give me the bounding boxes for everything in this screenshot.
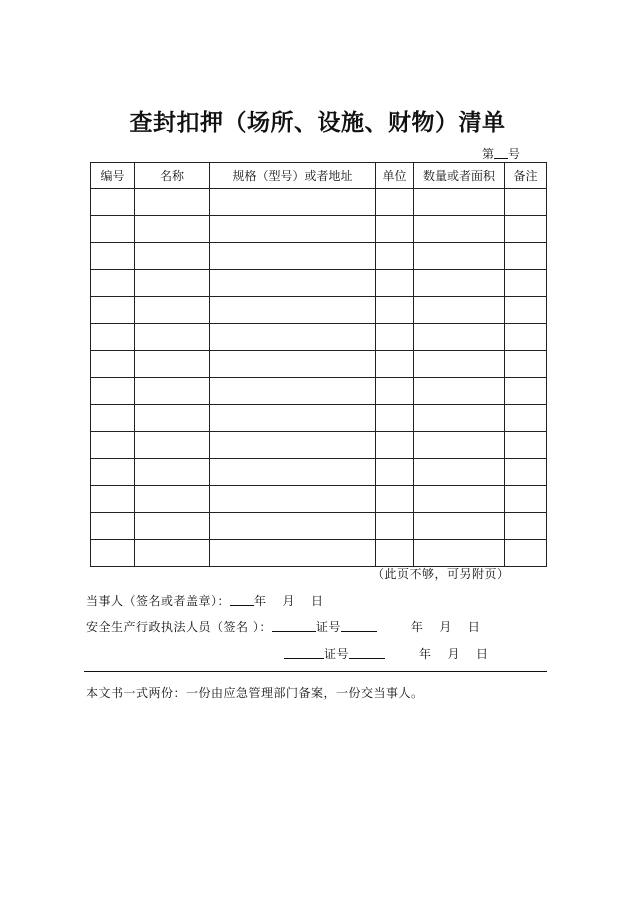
table-cell[interactable] xyxy=(91,405,135,432)
table-row xyxy=(91,378,547,405)
table-cell[interactable] xyxy=(210,189,376,216)
table-cell[interactable] xyxy=(414,459,505,486)
table-cell[interactable] xyxy=(414,270,505,297)
table-cell[interactable] xyxy=(210,243,376,270)
party-signature-line xyxy=(86,592,324,609)
table-cell[interactable] xyxy=(91,351,135,378)
table-row xyxy=(91,270,547,297)
party-day-label: 日 xyxy=(311,594,324,608)
table-cell[interactable] xyxy=(505,378,547,405)
table-cell[interactable] xyxy=(414,351,505,378)
footer-divider xyxy=(84,671,547,672)
table-cell[interactable] xyxy=(91,540,135,567)
document-number xyxy=(482,145,520,162)
table-row xyxy=(91,432,547,459)
table-cell[interactable] xyxy=(505,189,547,216)
table-cell[interactable] xyxy=(376,189,414,216)
table-cell[interactable] xyxy=(376,324,414,351)
officer1-day-label: 日 xyxy=(467,620,481,634)
table-cell[interactable] xyxy=(135,243,210,270)
table-cell[interactable] xyxy=(135,513,210,540)
table-cell[interactable] xyxy=(135,324,210,351)
footer-note: 本文书一式两份：一份由应急管理部门备案，一份交当事人。 xyxy=(86,686,424,700)
table-cell[interactable] xyxy=(414,216,505,243)
table-body xyxy=(91,189,547,567)
header-number: 编号 xyxy=(91,163,135,189)
table-cell[interactable] xyxy=(414,405,505,432)
table-row xyxy=(91,540,547,567)
document-number-suffix: 号 xyxy=(508,147,521,161)
table-cell[interactable] xyxy=(135,297,210,324)
table-cell[interactable] xyxy=(210,405,376,432)
table-cell[interactable] xyxy=(210,540,376,567)
table-cell[interactable] xyxy=(505,405,547,432)
table-cell[interactable] xyxy=(135,270,210,297)
table-row xyxy=(91,243,547,270)
table-cell[interactable] xyxy=(135,405,210,432)
table-cell[interactable] xyxy=(505,459,547,486)
table-cell[interactable] xyxy=(91,486,135,513)
table-cell[interactable] xyxy=(376,432,414,459)
table-cell[interactable] xyxy=(91,432,135,459)
officer2-month-label: 月 xyxy=(447,647,461,661)
table-cell[interactable] xyxy=(210,486,376,513)
table-cell[interactable] xyxy=(135,216,210,243)
table-cell[interactable] xyxy=(135,189,210,216)
table-cell[interactable] xyxy=(91,270,135,297)
table-cell[interactable] xyxy=(91,513,135,540)
table-cell[interactable] xyxy=(91,324,135,351)
inventory-table xyxy=(90,162,547,567)
table-cell[interactable] xyxy=(414,513,505,540)
table-cell[interactable] xyxy=(210,270,376,297)
table-cell[interactable] xyxy=(376,216,414,243)
table-row xyxy=(91,297,547,324)
table-cell[interactable] xyxy=(376,540,414,567)
table-cell[interactable] xyxy=(505,540,547,567)
officer-signature-line-1 xyxy=(86,618,480,635)
table-cell[interactable] xyxy=(505,432,547,459)
header-spec-address: 规格（型号）或者地址 xyxy=(210,163,376,189)
table-cell[interactable] xyxy=(210,297,376,324)
header-unit: 单位 xyxy=(376,163,414,189)
table-cell[interactable] xyxy=(376,459,414,486)
table-cell[interactable] xyxy=(210,378,376,405)
table-cell[interactable] xyxy=(414,189,505,216)
table-row xyxy=(91,486,547,513)
party-year-label: 年 xyxy=(254,594,267,608)
table-cell[interactable] xyxy=(505,351,547,378)
party-month-label: 月 xyxy=(282,594,296,608)
table-cell[interactable] xyxy=(210,432,376,459)
table-cell[interactable] xyxy=(376,486,414,513)
table-cell[interactable] xyxy=(505,297,547,324)
table-cell[interactable] xyxy=(210,324,376,351)
table-cell[interactable] xyxy=(135,486,210,513)
table-row xyxy=(91,513,547,540)
table-cell[interactable] xyxy=(91,459,135,486)
party-year-blank[interactable] xyxy=(230,593,254,606)
table-row xyxy=(91,459,547,486)
table-cell[interactable] xyxy=(505,324,547,351)
officer-signature-line-2 xyxy=(284,645,489,662)
table-cell[interactable] xyxy=(376,405,414,432)
table-cell[interactable] xyxy=(376,297,414,324)
table-cell[interactable] xyxy=(414,378,505,405)
table-cell[interactable] xyxy=(135,432,210,459)
table-cell[interactable] xyxy=(135,459,210,486)
officer2-cert-label: 证号 xyxy=(324,647,350,661)
table-cell[interactable] xyxy=(414,324,505,351)
party-label: 当事人（签名或者盖章）： xyxy=(86,594,231,608)
table-cell[interactable] xyxy=(376,351,414,378)
table-cell[interactable] xyxy=(414,432,505,459)
table-header-row xyxy=(91,163,547,189)
table-cell[interactable] xyxy=(210,351,376,378)
table-cell[interactable] xyxy=(210,513,376,540)
table-cell[interactable] xyxy=(414,486,505,513)
table-cell[interactable] xyxy=(505,270,547,297)
header-remarks: 备注 xyxy=(505,163,547,189)
table-cell[interactable] xyxy=(135,540,210,567)
table-cell[interactable] xyxy=(210,216,376,243)
officer1-year-label: 年 xyxy=(410,620,424,634)
table-cell[interactable] xyxy=(376,270,414,297)
officer1-signature-blank[interactable] xyxy=(272,619,316,632)
header-quantity-area: 数量或者面积 xyxy=(414,163,505,189)
table-cell[interactable] xyxy=(91,378,135,405)
officer1-cert-blank[interactable] xyxy=(341,619,377,632)
table-cell[interactable] xyxy=(376,378,414,405)
table-cell[interactable] xyxy=(210,459,376,486)
table-cell[interactable] xyxy=(135,378,210,405)
table-row xyxy=(91,216,547,243)
officer2-day-label: 日 xyxy=(476,647,489,661)
document-number-prefix: 第 xyxy=(482,147,495,161)
page-note: （此页不够，可另附页） xyxy=(372,567,510,581)
document-title: 查封扣押（场所、设施、财物）清单 xyxy=(129,110,506,136)
officer1-cert-label: 证号 xyxy=(315,620,341,634)
table-cell[interactable] xyxy=(91,243,135,270)
table-row xyxy=(91,351,547,378)
table-cell[interactable] xyxy=(91,216,135,243)
table-cell[interactable] xyxy=(414,297,505,324)
table-cell[interactable] xyxy=(505,513,547,540)
officer2-signature-blank[interactable] xyxy=(284,646,324,659)
document-number-blank[interactable] xyxy=(494,147,508,159)
table-cell[interactable] xyxy=(414,243,505,270)
officer2-cert-blank[interactable] xyxy=(349,646,385,659)
table-cell[interactable] xyxy=(376,243,414,270)
officer1-month-label: 月 xyxy=(439,620,452,634)
table-cell[interactable] xyxy=(135,351,210,378)
table-cell[interactable] xyxy=(91,297,135,324)
officer2-year-label: 年 xyxy=(419,647,432,661)
officers-label: 安全生产行政执法人员（签名 ）： xyxy=(86,620,272,634)
table-cell[interactable] xyxy=(376,513,414,540)
header-name: 名称 xyxy=(135,163,210,189)
table-cell[interactable] xyxy=(414,540,505,567)
table-row xyxy=(91,324,547,351)
table-cell[interactable] xyxy=(505,243,547,270)
table-row xyxy=(91,405,547,432)
table-cell[interactable] xyxy=(505,486,547,513)
table-row xyxy=(91,189,547,216)
table-cell[interactable] xyxy=(505,216,547,243)
table-cell[interactable] xyxy=(91,189,135,216)
